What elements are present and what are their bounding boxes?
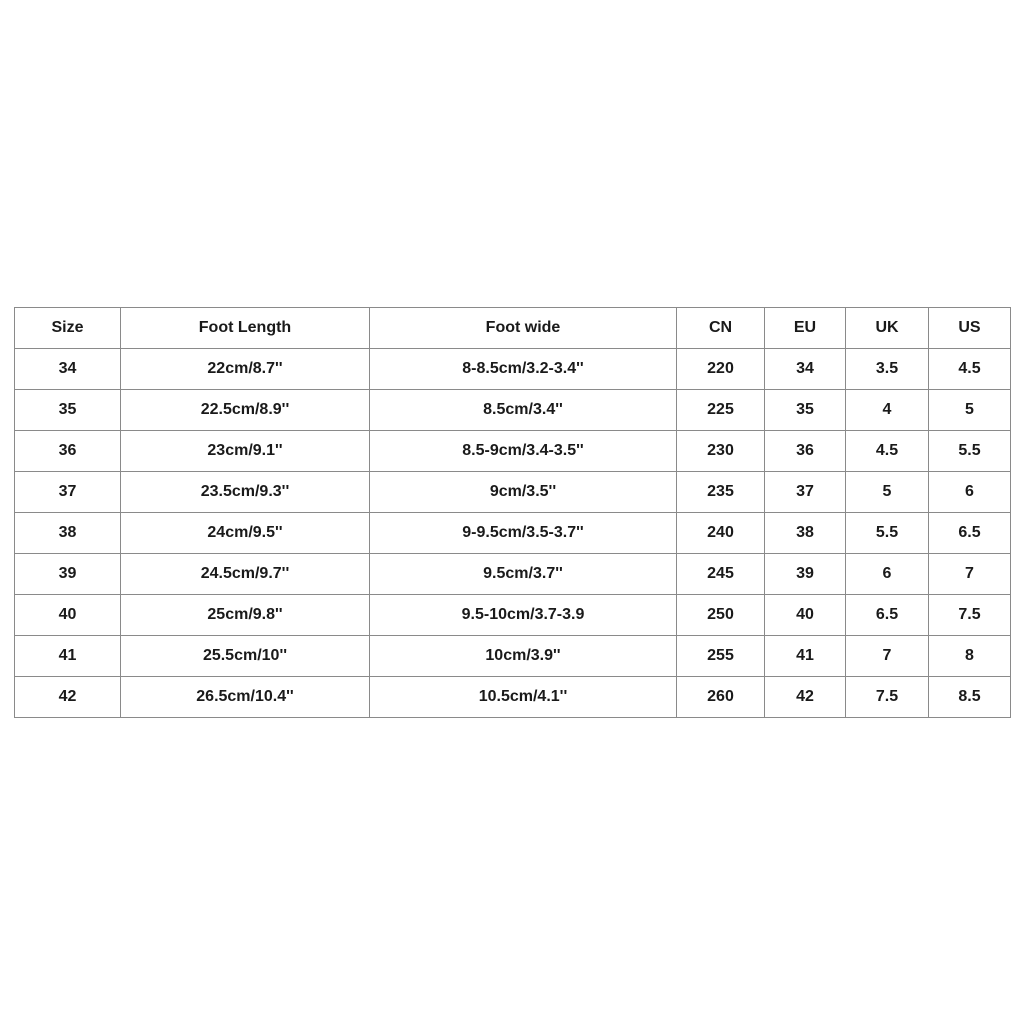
cell-cn: 235 [677, 472, 765, 513]
cell-eu: 34 [765, 349, 846, 390]
cell-us: 7 [929, 554, 1011, 595]
cell-us: 4.5 [929, 349, 1011, 390]
cell-eu: 36 [765, 431, 846, 472]
cell-cn: 250 [677, 595, 765, 636]
table-row [15, 595, 1011, 636]
table-row [15, 677, 1011, 718]
cell-foot-length: 22.5cm/8.9'' [121, 390, 370, 431]
cell-foot-length: 23cm/9.1'' [121, 431, 370, 472]
header-us: US [929, 308, 1011, 349]
cell-uk: 4.5 [846, 431, 929, 472]
cell-eu: 35 [765, 390, 846, 431]
cell-cn: 220 [677, 349, 765, 390]
table-row [15, 472, 1011, 513]
cell-foot-length: 24.5cm/9.7'' [121, 554, 370, 595]
cell-cn: 240 [677, 513, 765, 554]
cell-size: 35 [15, 390, 121, 431]
cell-uk: 3.5 [846, 349, 929, 390]
cell-foot-wide: 9.5-10cm/3.7-3.9 [370, 595, 677, 636]
cell-uk: 5.5 [846, 513, 929, 554]
cell-uk: 7 [846, 636, 929, 677]
cell-cn: 225 [677, 390, 765, 431]
table-row [15, 390, 1011, 431]
cell-us: 6.5 [929, 513, 1011, 554]
cell-size: 40 [15, 595, 121, 636]
cell-foot-length: 24cm/9.5'' [121, 513, 370, 554]
header-foot-length: Foot Length [121, 308, 370, 349]
cell-us: 5 [929, 390, 1011, 431]
cell-size: 39 [15, 554, 121, 595]
table-row [15, 431, 1011, 472]
cell-uk: 5 [846, 472, 929, 513]
cell-foot-wide: 8.5cm/3.4'' [370, 390, 677, 431]
cell-eu: 40 [765, 595, 846, 636]
cell-uk: 6 [846, 554, 929, 595]
cell-size: 36 [15, 431, 121, 472]
header-foot-wide: Foot wide [370, 308, 677, 349]
table-row [15, 513, 1011, 554]
cell-foot-wide: 8.5-9cm/3.4-3.5'' [370, 431, 677, 472]
cell-uk: 7.5 [846, 677, 929, 718]
cell-size: 41 [15, 636, 121, 677]
cell-eu: 41 [765, 636, 846, 677]
table-row [15, 349, 1011, 390]
cell-eu: 38 [765, 513, 846, 554]
header-uk: UK [846, 308, 929, 349]
cell-foot-wide: 10cm/3.9'' [370, 636, 677, 677]
table-row [15, 554, 1011, 595]
cell-foot-length: 25.5cm/10'' [121, 636, 370, 677]
header-size: Size [15, 308, 121, 349]
cell-foot-wide: 9cm/3.5'' [370, 472, 677, 513]
cell-cn: 255 [677, 636, 765, 677]
cell-size: 38 [15, 513, 121, 554]
table-row [15, 636, 1011, 677]
size-chart-table [14, 307, 1011, 718]
cell-foot-wide: 8-8.5cm/3.2-3.4'' [370, 349, 677, 390]
header-row [15, 308, 1011, 349]
cell-us: 7.5 [929, 595, 1011, 636]
header-cn: CN [677, 308, 765, 349]
cell-foot-wide: 10.5cm/4.1'' [370, 677, 677, 718]
cell-us: 8 [929, 636, 1011, 677]
cell-eu: 37 [765, 472, 846, 513]
cell-foot-length: 22cm/8.7'' [121, 349, 370, 390]
cell-cn: 260 [677, 677, 765, 718]
cell-foot-length: 26.5cm/10.4'' [121, 677, 370, 718]
cell-us: 6 [929, 472, 1011, 513]
cell-size: 34 [15, 349, 121, 390]
cell-foot-length: 23.5cm/9.3'' [121, 472, 370, 513]
cell-cn: 230 [677, 431, 765, 472]
cell-foot-wide: 9-9.5cm/3.5-3.7'' [370, 513, 677, 554]
table-body [15, 349, 1011, 718]
cell-eu: 39 [765, 554, 846, 595]
cell-size: 37 [15, 472, 121, 513]
cell-eu: 42 [765, 677, 846, 718]
header-eu: EU [765, 308, 846, 349]
cell-uk: 4 [846, 390, 929, 431]
cell-us: 5.5 [929, 431, 1011, 472]
cell-uk: 6.5 [846, 595, 929, 636]
cell-foot-length: 25cm/9.8'' [121, 595, 370, 636]
cell-us: 8.5 [929, 677, 1011, 718]
cell-foot-wide: 9.5cm/3.7'' [370, 554, 677, 595]
cell-cn: 245 [677, 554, 765, 595]
cell-size: 42 [15, 677, 121, 718]
